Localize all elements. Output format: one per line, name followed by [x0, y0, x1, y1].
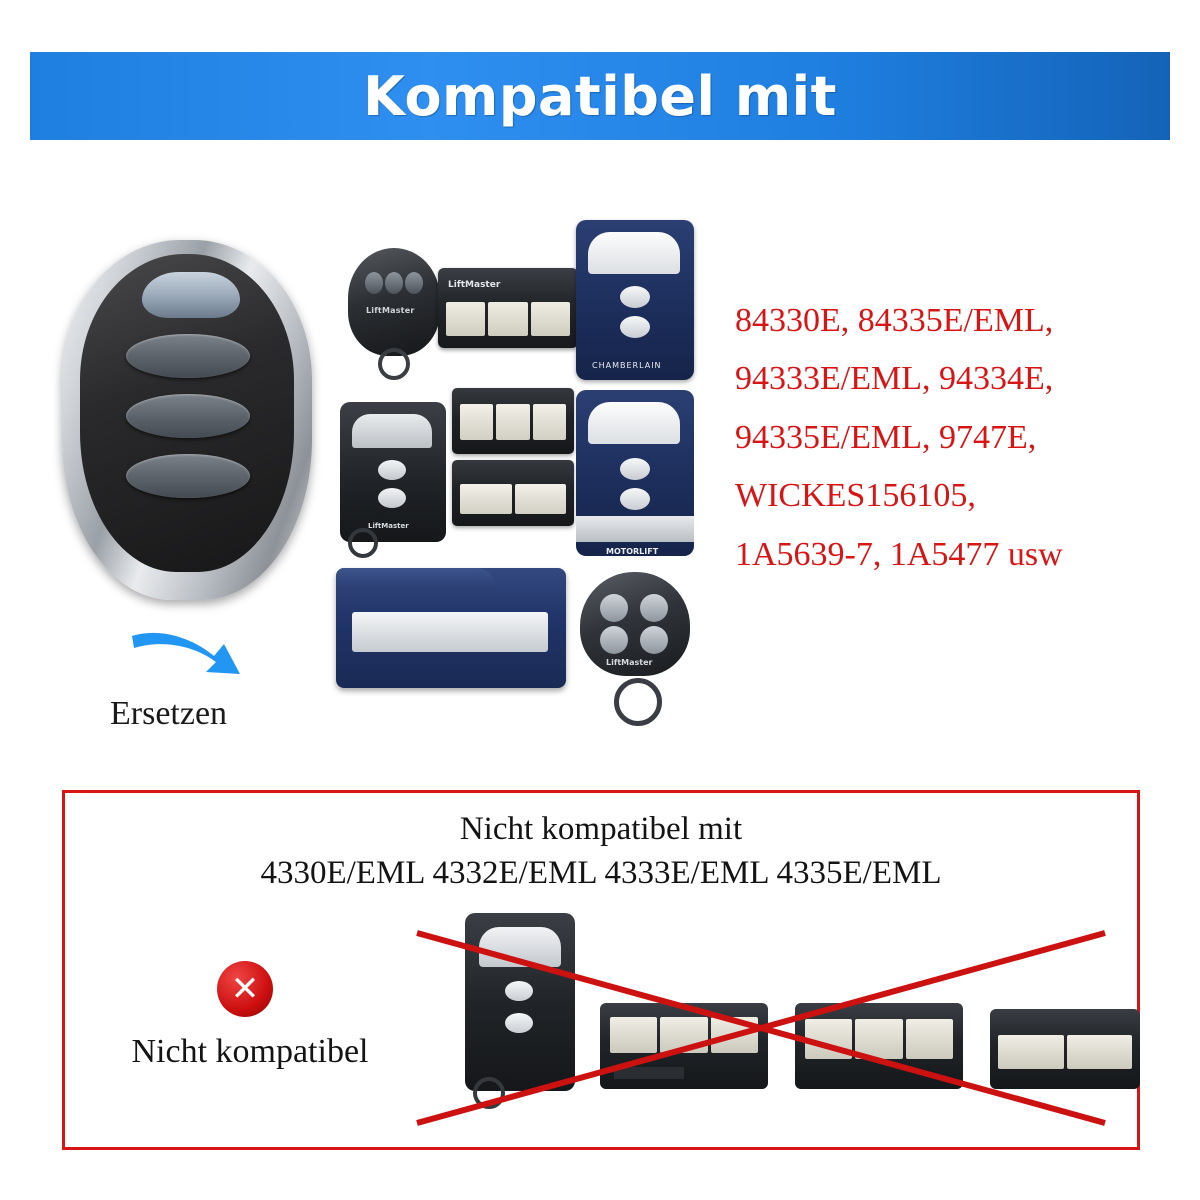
remote-shell	[348, 248, 440, 356]
x-mark-icon: ✕	[217, 961, 273, 1017]
remote-button	[906, 1019, 953, 1059]
remote-button	[378, 460, 406, 480]
hero-remote-body	[80, 254, 294, 572]
remote-window	[588, 402, 680, 444]
remote-black-2button-window	[340, 402, 446, 542]
remote-button	[531, 302, 570, 336]
remote-shell	[336, 568, 566, 688]
remote-motorlift-blue-2button	[576, 390, 694, 556]
remote-shell	[340, 402, 446, 542]
remote-button-row	[805, 1019, 953, 1059]
remote-liftmaster-3channel	[438, 268, 578, 348]
remote-button	[515, 484, 567, 514]
remote-button	[600, 594, 628, 622]
remote-button	[660, 1017, 707, 1053]
incompatible-remotes-group	[425, 913, 1125, 1133]
brand-label: LiftMaster	[366, 306, 415, 315]
model-line: 94335E/EML, 9747E,	[735, 418, 1037, 456]
remote-button	[405, 272, 423, 294]
keyring-icon	[348, 528, 378, 558]
hero-remote-led-window	[142, 272, 240, 318]
incompatible-remote-wide-c	[990, 1009, 1140, 1089]
remote-shell	[438, 268, 578, 348]
model-line: 1A5639-7, 1A5477 usw	[735, 535, 1063, 573]
compatible-section	[0, 150, 1200, 780]
remote-button-row	[446, 302, 570, 336]
remote-shell	[576, 390, 694, 556]
incompatible-remote-2button-window	[465, 913, 575, 1091]
remote-button	[460, 484, 512, 514]
hero-remote-button-1	[126, 334, 250, 378]
remote-button-row	[460, 484, 566, 514]
remote-button	[610, 1017, 657, 1053]
brand-label: MOTORLIFT	[606, 547, 659, 556]
remote-button	[460, 404, 493, 440]
remote-label-strip	[614, 1067, 684, 1079]
remote-lower-panel	[576, 516, 694, 542]
remote-black-wide-2button-lower	[452, 460, 574, 526]
remote-button	[620, 458, 650, 480]
remote-button	[505, 1013, 533, 1033]
remote-button-row	[460, 404, 566, 440]
remote-button	[711, 1017, 758, 1053]
not-compatible-section	[62, 790, 1140, 1150]
remote-button	[620, 488, 650, 510]
incompatible-remote-wide-a	[600, 1003, 768, 1089]
page-title: Kompatibel mit	[363, 64, 837, 128]
arrow-right-icon	[128, 622, 258, 682]
compatible-remotes-cluster	[330, 220, 700, 720]
remote-button	[488, 302, 527, 336]
remote-button	[385, 272, 403, 294]
remote-button	[378, 488, 406, 508]
compatible-model-list	[735, 292, 1185, 584]
brand-label: LiftMaster	[606, 658, 653, 667]
incompatible-remote-wide-b	[795, 1003, 963, 1089]
brand-label: LiftMaster	[368, 522, 409, 530]
remote-button-row	[610, 1017, 758, 1053]
remote-window	[352, 612, 548, 652]
header-banner	[30, 52, 1170, 140]
hero-remote-product	[62, 240, 312, 600]
remote-shell	[576, 220, 694, 380]
remote-button	[998, 1035, 1064, 1069]
remote-button	[505, 981, 533, 1001]
remote-liftmaster-keyfob-3button	[348, 248, 440, 378]
remote-button	[533, 404, 566, 440]
remote-shell	[465, 913, 575, 1091]
remote-blue-flat-large	[336, 568, 566, 688]
keyring-icon	[378, 348, 410, 380]
not-compatible-label: Nicht kompatibel	[131, 1033, 369, 1070]
brand-label: LiftMaster	[448, 280, 501, 290]
remote-button	[805, 1019, 852, 1059]
remote-shell	[580, 572, 690, 676]
not-compatible-title: Nicht kompatibel mit	[459, 811, 743, 847]
remote-button	[1067, 1035, 1133, 1069]
replace-label: Ersetzen	[110, 695, 228, 732]
hero-remote-button-3	[126, 454, 250, 498]
hero-remote-button-2	[126, 394, 250, 438]
remote-button	[496, 404, 529, 440]
remote-button	[600, 626, 628, 654]
remote-window	[479, 927, 561, 967]
keyring-icon	[473, 1077, 505, 1109]
remote-button-row	[998, 1035, 1132, 1069]
remote-button	[620, 316, 650, 338]
remote-lid	[336, 568, 496, 590]
brand-label: CHAMBERLAIN	[592, 361, 662, 370]
not-compatible-models: 4330E/EML 4332E/EML 4333E/EML 4335E/EML	[260, 855, 942, 891]
remote-window	[588, 232, 680, 274]
remote-chamberlain-blue-2button	[576, 220, 694, 380]
remote-button	[620, 286, 650, 308]
remote-liftmaster-keyfob-4button	[580, 572, 690, 722]
keyring-icon	[614, 678, 662, 726]
model-line: 94333E/EML, 94334E,	[735, 360, 1054, 398]
remote-button	[446, 302, 485, 336]
model-line: 84330E, 84335E/EML,	[735, 302, 1054, 339]
remote-button	[365, 272, 383, 294]
remote-button	[640, 594, 668, 622]
remote-button	[855, 1019, 902, 1059]
remote-black-wide-3button-upper	[452, 388, 574, 454]
remote-button	[640, 626, 668, 654]
remote-window	[352, 414, 432, 448]
model-line: WICKES156105,	[735, 477, 976, 515]
